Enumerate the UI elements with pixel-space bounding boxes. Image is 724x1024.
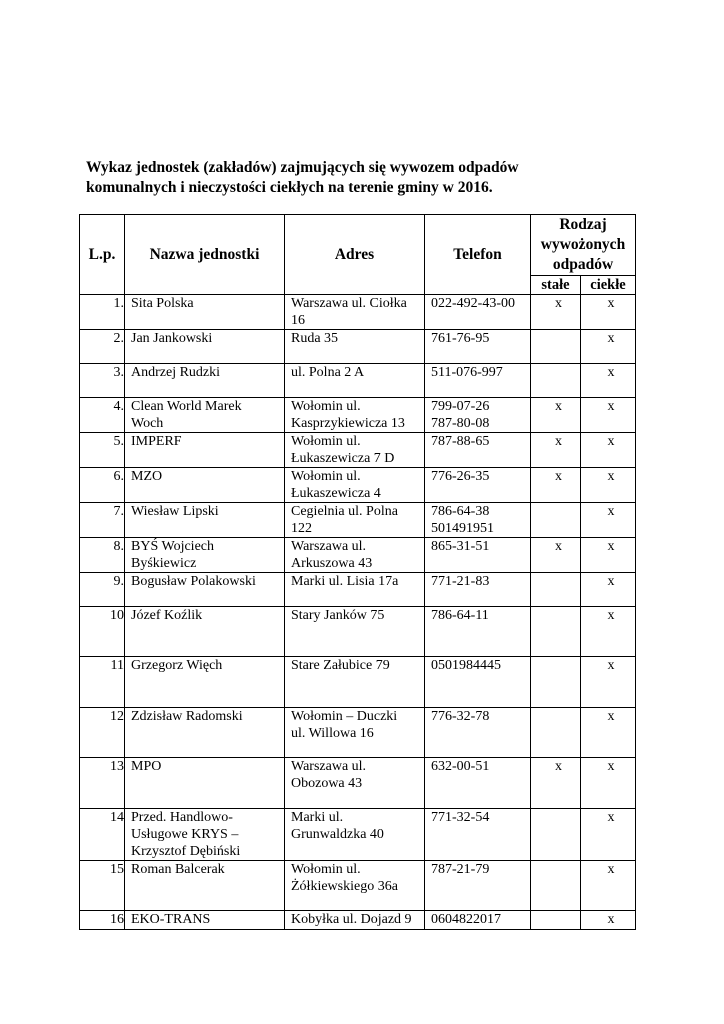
address-line: Arkuszowa 43: [291, 556, 373, 571]
cell-liquid-mark: x: [581, 295, 636, 330]
address-line: ul. Polna 2 A: [291, 365, 365, 380]
table-row: [80, 503, 636, 538]
cell-address: [285, 809, 425, 861]
cell-address: [285, 433, 425, 468]
phone-line: 501491951: [431, 521, 494, 536]
table-row: [80, 468, 636, 503]
name-line: Roman Balcerak: [131, 862, 225, 877]
table-row: [80, 708, 636, 758]
cell-solid-mark: x: [531, 295, 581, 330]
table-row: [80, 295, 636, 330]
cell-solid-mark: x: [531, 468, 581, 503]
table-row: [80, 911, 636, 930]
address-line: Marki ul. Lisia 17a: [291, 574, 399, 589]
address-line: Wołomin ul.: [291, 469, 361, 484]
cell-lp: 8.: [80, 538, 125, 573]
cell-name: [125, 911, 285, 930]
cell-lp: 11: [80, 657, 125, 708]
table-row: [80, 861, 636, 911]
address-line: 16: [291, 313, 305, 328]
cell-liquid-mark: x: [581, 708, 636, 758]
cell-address: [285, 364, 425, 398]
header-address: Adres: [285, 215, 425, 295]
header-waste-type-line: Rodzaj: [559, 216, 607, 233]
cell-lp: 2.: [80, 330, 125, 364]
header-name: Nazwa jednostki: [125, 215, 285, 295]
phone-line: 761-76-95: [431, 331, 490, 346]
name-line: Józef Koźlik: [131, 608, 203, 623]
cell-lp: 10: [80, 607, 125, 657]
cell-liquid-mark: x: [581, 503, 636, 538]
cell-phone: [425, 708, 531, 758]
cell-liquid-mark: x: [581, 573, 636, 607]
cell-address: [285, 758, 425, 809]
cell-lp: 14: [80, 809, 125, 861]
header-waste-type: [531, 215, 636, 276]
cell-address: [285, 295, 425, 330]
header-solid: stałe: [531, 276, 581, 295]
cell-liquid-mark: x: [581, 758, 636, 809]
table-row: [80, 809, 636, 861]
header-lp: L.p.: [80, 215, 125, 295]
cell-address: [285, 607, 425, 657]
name-line: Woch: [131, 416, 164, 431]
cell-liquid-mark: x: [581, 538, 636, 573]
cell-name: [125, 433, 285, 468]
address-line: Wołomin ul.: [291, 862, 361, 877]
cell-liquid-mark: x: [581, 809, 636, 861]
phone-line: 799-07-26: [431, 399, 490, 414]
cell-phone: [425, 573, 531, 607]
cell-phone: [425, 758, 531, 809]
cell-solid-mark: [531, 708, 581, 758]
address-line: Żółkiewskiego 36a: [291, 879, 398, 894]
name-line: IMPERF: [131, 434, 182, 449]
cell-address: [285, 708, 425, 758]
name-line: BYŚ Wojciech: [131, 539, 214, 554]
cell-solid-mark: [531, 657, 581, 708]
table-row: [80, 398, 636, 433]
name-line: MZO: [131, 469, 163, 484]
cell-address: [285, 468, 425, 503]
address-line: Łukaszewicza 4: [291, 486, 381, 501]
address-line: Cegielnia ul. Polna: [291, 504, 398, 519]
cell-address: [285, 861, 425, 911]
phone-line: 787-80-08: [431, 416, 490, 431]
phone-line: 771-32-54: [431, 810, 490, 825]
name-line: MPO: [131, 759, 162, 774]
cell-name: [125, 708, 285, 758]
cell-solid-mark: [531, 809, 581, 861]
name-line: Usługowe KRYS –: [131, 827, 239, 842]
cell-liquid-mark: x: [581, 607, 636, 657]
cell-solid-mark: x: [531, 433, 581, 468]
cell-solid-mark: [531, 911, 581, 930]
header-phone: Telefon: [425, 215, 531, 295]
phone-line: 776-32-78: [431, 709, 490, 724]
address-line: Wołomin – Duczki: [291, 709, 398, 724]
waste-collectors-table: [79, 214, 636, 930]
cell-phone: [425, 657, 531, 708]
cell-address: [285, 538, 425, 573]
phone-line: 865-31-51: [431, 539, 490, 554]
cell-name: [125, 330, 285, 364]
cell-name: [125, 503, 285, 538]
cell-solid-mark: [531, 607, 581, 657]
name-line: Zdzisław Radomski: [131, 709, 243, 724]
cell-liquid-mark: x: [581, 364, 636, 398]
table-body: [80, 295, 636, 930]
name-line: Bogusław Polakowski: [131, 574, 256, 589]
cell-liquid-mark: x: [581, 433, 636, 468]
table-row: [80, 607, 636, 657]
address-line: 122: [291, 521, 312, 536]
address-line: Warszawa ul.: [291, 539, 367, 554]
cell-name: [125, 295, 285, 330]
cell-solid-mark: [531, 364, 581, 398]
cell-liquid-mark: x: [581, 468, 636, 503]
table-row: [80, 573, 636, 607]
address-line: Kobyłka ul. Dojazd 9: [291, 912, 412, 927]
phone-line: 771-21-83: [431, 574, 490, 589]
cell-name: [125, 809, 285, 861]
name-line: EKO-TRANS: [131, 912, 211, 927]
phone-line: 511-076-997: [431, 365, 503, 380]
phone-line: 786-64-11: [431, 608, 489, 623]
cell-lp: 12: [80, 708, 125, 758]
name-line: Clean World Marek: [131, 399, 242, 414]
phone-line: 0501984445: [431, 658, 501, 673]
cell-name: [125, 364, 285, 398]
cell-phone: [425, 364, 531, 398]
cell-lp: 3.: [80, 364, 125, 398]
address-line: Wołomin ul.: [291, 434, 361, 449]
phone-line: 0604822017: [431, 912, 501, 927]
cell-name: [125, 573, 285, 607]
table-row: [80, 364, 636, 398]
cell-phone: [425, 861, 531, 911]
address-line: ul. Willowa 16: [291, 726, 374, 741]
name-line: Przed. Handlowo-: [131, 810, 233, 825]
cell-liquid-mark: x: [581, 330, 636, 364]
cell-phone: [425, 330, 531, 364]
cell-liquid-mark: x: [581, 911, 636, 930]
phone-line: 787-21-79: [431, 862, 490, 877]
cell-address: [285, 398, 425, 433]
cell-phone: [425, 538, 531, 573]
cell-name: [125, 607, 285, 657]
cell-name: [125, 861, 285, 911]
cell-lp: 13: [80, 758, 125, 809]
address-line: Marki ul.: [291, 810, 344, 825]
cell-phone: [425, 809, 531, 861]
cell-name: [125, 657, 285, 708]
cell-liquid-mark: x: [581, 657, 636, 708]
cell-liquid-mark: x: [581, 398, 636, 433]
header-liquid: ciekłe: [581, 276, 636, 295]
cell-phone: [425, 433, 531, 468]
cell-name: [125, 758, 285, 809]
cell-solid-mark: [531, 503, 581, 538]
cell-name: [125, 538, 285, 573]
document-title: [86, 158, 686, 198]
cell-address: [285, 330, 425, 364]
table-row: [80, 330, 636, 364]
cell-lp: 5.: [80, 433, 125, 468]
cell-lp: 4.: [80, 398, 125, 433]
cell-solid-mark: [531, 573, 581, 607]
address-line: Wołomin ul.: [291, 399, 361, 414]
address-line: Ruda 35: [291, 331, 339, 346]
address-line: Łukaszewicza 7 D: [291, 451, 395, 466]
table-row: [80, 758, 636, 809]
cell-address: [285, 911, 425, 930]
name-line: Sita Polska: [131, 296, 194, 311]
header-waste-type-line: odpadów: [552, 256, 614, 273]
cell-address: [285, 503, 425, 538]
cell-lp: 7.: [80, 503, 125, 538]
cell-solid-mark: [531, 330, 581, 364]
name-line: Byśkiewicz: [131, 556, 197, 571]
cell-address: [285, 657, 425, 708]
address-line: Warszawa ul.: [291, 759, 367, 774]
cell-phone: [425, 398, 531, 433]
address-line: Stare Załubice 79: [291, 658, 390, 673]
table-row: [80, 433, 636, 468]
phone-line: 776-26-35: [431, 469, 490, 484]
cell-phone: [425, 503, 531, 538]
cell-solid-mark: x: [531, 398, 581, 433]
cell-solid-mark: x: [531, 758, 581, 809]
cell-solid-mark: [531, 861, 581, 911]
cell-name: [125, 398, 285, 433]
address-line: Obozowa 43: [291, 776, 363, 791]
cell-lp: 9.: [80, 573, 125, 607]
address-line: Stary Janków 75: [291, 608, 385, 623]
name-line: Andrzej Rudzki: [131, 365, 221, 380]
name-line: Wiesław Lipski: [131, 504, 219, 519]
title-line-2: komunalnych i nieczystości ciekłych na terenie gminy w 2016.: [86, 179, 493, 196]
cell-phone: [425, 607, 531, 657]
cell-phone: [425, 295, 531, 330]
cell-liquid-mark: x: [581, 861, 636, 911]
address-line: Warszawa ul. Ciołka: [291, 296, 407, 311]
header-waste-type-line: wywożonych: [540, 236, 626, 253]
phone-line: 786-64-38: [431, 504, 490, 519]
address-line: Grunwaldzka 40: [291, 827, 384, 842]
name-line: Jan Jankowski: [131, 331, 213, 346]
cell-lp: 1.: [80, 295, 125, 330]
cell-lp: 16: [80, 911, 125, 930]
table-row: [80, 657, 636, 708]
cell-lp: 15: [80, 861, 125, 911]
name-line: Krzysztof Dębiński: [131, 844, 241, 859]
phone-line: 022-492-43-00: [431, 296, 515, 311]
name-line: Grzegorz Więch: [131, 658, 223, 673]
table-row: [80, 538, 636, 573]
cell-lp: 6.: [80, 468, 125, 503]
cell-phone: [425, 911, 531, 930]
address-line: Kasprzykiewicza 13: [291, 416, 405, 431]
cell-solid-mark: x: [531, 538, 581, 573]
cell-phone: [425, 468, 531, 503]
phone-line: 632-00-51: [431, 759, 490, 774]
cell-name: [125, 468, 285, 503]
phone-line: 787-88-65: [431, 434, 490, 449]
title-line-1: Wykaz jednostek (zakładów) zajmujących się wywozem odpadów: [86, 159, 519, 176]
cell-address: [285, 573, 425, 607]
